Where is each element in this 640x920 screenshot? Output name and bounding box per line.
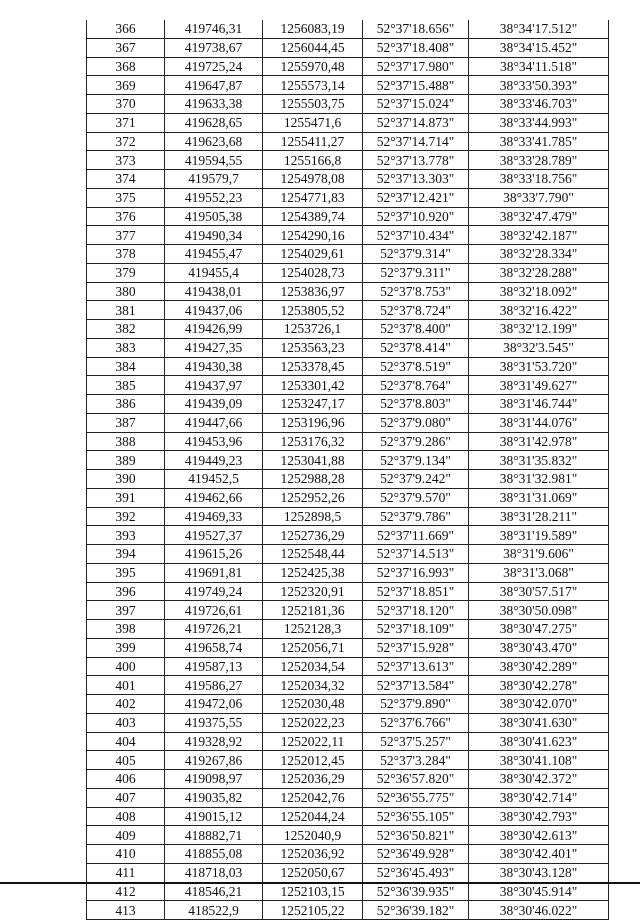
point-number-cell: 376	[87, 207, 165, 226]
latitude-cell: 52°36'49.928"	[363, 845, 469, 864]
latitude-cell: 52°37'15.488"	[363, 76, 469, 95]
y-coordinate-cell: 1252022,11	[263, 732, 363, 751]
point-number-cell: 387	[87, 413, 165, 432]
latitude-cell: 52°36'39.935"	[363, 882, 469, 901]
y-coordinate-cell: 1252044,24	[263, 807, 363, 826]
longitude-cell: 38°31'49.627"	[469, 376, 609, 395]
longitude-cell: 38°33'50.393"	[469, 76, 609, 95]
y-coordinate-cell: 1255166,8	[263, 151, 363, 170]
latitude-cell: 52°37'8.400"	[363, 320, 469, 339]
point-number-cell: 407	[87, 788, 165, 807]
y-coordinate-cell: 1252034,54	[263, 657, 363, 676]
x-coordinate-cell: 419658,74	[165, 638, 263, 657]
table-row	[87, 320, 609, 339]
point-number-cell: 393	[87, 526, 165, 545]
table-row	[87, 526, 609, 545]
latitude-cell: 52°37'18.851"	[363, 582, 469, 601]
point-number-cell: 378	[87, 245, 165, 264]
x-coordinate-cell: 419691,81	[165, 563, 263, 582]
latitude-cell: 52°37'15.024"	[363, 95, 469, 114]
longitude-cell: 38°32'3.545"	[469, 338, 609, 357]
latitude-cell: 52°37'16.993"	[363, 563, 469, 582]
longitude-cell: 38°30'46.022"	[469, 901, 609, 920]
longitude-cell: 38°31'53.720"	[469, 357, 609, 376]
table-row	[87, 76, 609, 95]
longitude-cell: 38°32'18.092"	[469, 282, 609, 301]
point-number-cell: 396	[87, 582, 165, 601]
table-row	[87, 807, 609, 826]
longitude-cell: 38°30'47.275"	[469, 620, 609, 639]
x-coordinate-cell: 419427,35	[165, 338, 263, 357]
table-row	[87, 826, 609, 845]
x-coordinate-cell: 419098,97	[165, 770, 263, 789]
longitude-cell: 38°31'9.606"	[469, 545, 609, 564]
table-row	[87, 788, 609, 807]
point-number-cell: 369	[87, 76, 165, 95]
longitude-cell: 38°34'17.512"	[469, 20, 609, 38]
bottom-rule	[0, 882, 640, 884]
y-coordinate-cell: 1252103,15	[263, 882, 363, 901]
point-number-cell: 400	[87, 657, 165, 676]
x-coordinate-cell: 419375,55	[165, 713, 263, 732]
longitude-cell: 38°33'41.785"	[469, 132, 609, 151]
x-coordinate-cell: 419587,13	[165, 657, 263, 676]
x-coordinate-cell: 419490,34	[165, 226, 263, 245]
longitude-cell: 38°30'45.914"	[469, 882, 609, 901]
point-number-cell: 402	[87, 695, 165, 714]
point-number-cell: 379	[87, 263, 165, 282]
y-coordinate-cell: 1252050,67	[263, 863, 363, 882]
table-row	[87, 395, 609, 414]
longitude-cell: 38°30'42.401"	[469, 845, 609, 864]
latitude-cell: 52°37'8.753"	[363, 282, 469, 301]
x-coordinate-cell: 419726,61	[165, 601, 263, 620]
y-coordinate-cell: 1252736,29	[263, 526, 363, 545]
longitude-cell: 38°34'15.452"	[469, 38, 609, 57]
longitude-cell: 38°33'18.756"	[469, 170, 609, 189]
x-coordinate-cell: 419447,66	[165, 413, 263, 432]
latitude-cell: 52°37'8.803"	[363, 395, 469, 414]
latitude-cell: 52°37'9.134"	[363, 451, 469, 470]
latitude-cell: 52°37'10.434"	[363, 226, 469, 245]
longitude-cell: 38°31'19.589"	[469, 526, 609, 545]
point-number-cell: 389	[87, 451, 165, 470]
longitude-cell: 38°30'42.793"	[469, 807, 609, 826]
table-row	[87, 263, 609, 282]
latitude-cell: 52°36'39.182"	[363, 901, 469, 920]
table-row	[87, 57, 609, 76]
x-coordinate-cell: 419015,12	[165, 807, 263, 826]
longitude-cell: 38°33'7.790"	[469, 188, 609, 207]
longitude-cell: 38°34'11.518"	[469, 57, 609, 76]
y-coordinate-cell: 1252056,71	[263, 638, 363, 657]
table-row	[87, 863, 609, 882]
longitude-cell: 38°31'44.076"	[469, 413, 609, 432]
table-row	[87, 638, 609, 657]
table-row	[87, 751, 609, 770]
table-row	[87, 38, 609, 57]
longitude-cell: 38°31'3.068"	[469, 563, 609, 582]
latitude-cell: 52°37'18.408"	[363, 38, 469, 57]
x-coordinate-cell: 419453,96	[165, 432, 263, 451]
point-number-cell: 408	[87, 807, 165, 826]
y-coordinate-cell: 1252030,48	[263, 695, 363, 714]
table-row	[87, 170, 609, 189]
point-number-cell: 386	[87, 395, 165, 414]
y-coordinate-cell: 1253176,32	[263, 432, 363, 451]
latitude-cell: 52°37'10.920"	[363, 207, 469, 226]
point-number-cell: 372	[87, 132, 165, 151]
x-coordinate-cell: 419738,67	[165, 38, 263, 57]
point-number-cell: 411	[87, 863, 165, 882]
y-coordinate-cell: 1255573,14	[263, 76, 363, 95]
x-coordinate-cell: 419746,31	[165, 20, 263, 38]
longitude-cell: 38°30'43.128"	[469, 863, 609, 882]
point-number-cell: 390	[87, 470, 165, 489]
longitude-cell: 38°30'42.289"	[469, 657, 609, 676]
latitude-cell: 52°37'17.980"	[363, 57, 469, 76]
y-coordinate-cell: 1253563,23	[263, 338, 363, 357]
table-row	[87, 601, 609, 620]
latitude-cell: 52°36'57.820"	[363, 770, 469, 789]
longitude-cell: 38°32'16.422"	[469, 301, 609, 320]
longitude-cell: 38°30'41.623"	[469, 732, 609, 751]
table-row	[87, 620, 609, 639]
y-coordinate-cell: 1253196,96	[263, 413, 363, 432]
table-row	[87, 20, 609, 38]
y-coordinate-cell: 1254290,16	[263, 226, 363, 245]
point-number-cell: 368	[87, 57, 165, 76]
x-coordinate-cell: 419426,99	[165, 320, 263, 339]
y-coordinate-cell: 1252036,92	[263, 845, 363, 864]
y-coordinate-cell: 1252036,29	[263, 770, 363, 789]
latitude-cell: 52°37'9.286"	[363, 432, 469, 451]
table-row	[87, 470, 609, 489]
point-number-cell: 382	[87, 320, 165, 339]
latitude-cell: 52°37'9.080"	[363, 413, 469, 432]
x-coordinate-cell: 419328,92	[165, 732, 263, 751]
table-row	[87, 451, 609, 470]
latitude-cell: 52°37'9.242"	[363, 470, 469, 489]
x-coordinate-cell: 419552,23	[165, 188, 263, 207]
table-row	[87, 245, 609, 264]
x-coordinate-cell: 419469,33	[165, 507, 263, 526]
y-coordinate-cell: 1252425,38	[263, 563, 363, 582]
x-coordinate-cell: 419437,97	[165, 376, 263, 395]
table-row	[87, 507, 609, 526]
table-row	[87, 226, 609, 245]
table-row	[87, 282, 609, 301]
y-coordinate-cell: 1254771,83	[263, 188, 363, 207]
y-coordinate-cell: 1252898,5	[263, 507, 363, 526]
latitude-cell: 52°37'9.786"	[363, 507, 469, 526]
x-coordinate-cell: 418522,9	[165, 901, 263, 920]
latitude-cell: 52°37'8.724"	[363, 301, 469, 320]
y-coordinate-cell: 1252040,9	[263, 826, 363, 845]
table-row	[87, 113, 609, 132]
longitude-cell: 38°30'42.714"	[469, 788, 609, 807]
y-coordinate-cell: 1252548,44	[263, 545, 363, 564]
y-coordinate-cell: 1252181,36	[263, 601, 363, 620]
latitude-cell: 52°37'5.257"	[363, 732, 469, 751]
point-number-cell: 394	[87, 545, 165, 564]
point-number-cell: 383	[87, 338, 165, 357]
point-number-cell: 395	[87, 563, 165, 582]
point-number-cell: 377	[87, 226, 165, 245]
table-row	[87, 845, 609, 864]
point-number-cell: 409	[87, 826, 165, 845]
table-row	[87, 188, 609, 207]
y-coordinate-cell: 1252042,76	[263, 788, 363, 807]
y-coordinate-cell: 1252105,22	[263, 901, 363, 920]
point-number-cell: 399	[87, 638, 165, 657]
latitude-cell: 52°36'45.493"	[363, 863, 469, 882]
latitude-cell: 52°36'50.821"	[363, 826, 469, 845]
x-coordinate-cell: 419749,24	[165, 582, 263, 601]
longitude-cell: 38°31'28.211"	[469, 507, 609, 526]
y-coordinate-cell: 1254978,08	[263, 170, 363, 189]
latitude-cell: 52°37'13.613"	[363, 657, 469, 676]
table-row	[87, 882, 609, 901]
table-row	[87, 732, 609, 751]
latitude-cell: 52°37'8.519"	[363, 357, 469, 376]
y-coordinate-cell: 1255970,48	[263, 57, 363, 76]
longitude-cell: 38°31'42.978"	[469, 432, 609, 451]
x-coordinate-cell: 418546,21	[165, 882, 263, 901]
point-number-cell: 413	[87, 901, 165, 920]
table-row	[87, 301, 609, 320]
latitude-cell: 52°37'3.284"	[363, 751, 469, 770]
x-coordinate-cell: 418718,03	[165, 863, 263, 882]
x-coordinate-cell: 419455,47	[165, 245, 263, 264]
x-coordinate-cell: 419455,4	[165, 263, 263, 282]
x-coordinate-cell: 419439,09	[165, 395, 263, 414]
point-number-cell: 391	[87, 488, 165, 507]
point-number-cell: 404	[87, 732, 165, 751]
table-row	[87, 901, 609, 920]
longitude-cell: 38°31'46.744"	[469, 395, 609, 414]
point-number-cell: 385	[87, 376, 165, 395]
x-coordinate-cell: 419438,01	[165, 282, 263, 301]
y-coordinate-cell: 1254029,61	[263, 245, 363, 264]
latitude-cell: 52°36'55.775"	[363, 788, 469, 807]
point-number-cell: 367	[87, 38, 165, 57]
x-coordinate-cell: 419579,7	[165, 170, 263, 189]
table-row	[87, 357, 609, 376]
y-coordinate-cell: 1256044,45	[263, 38, 363, 57]
coordinates-table-body	[87, 20, 609, 920]
y-coordinate-cell: 1255503,75	[263, 95, 363, 114]
y-coordinate-cell: 1252034,32	[263, 676, 363, 695]
latitude-cell: 52°37'14.714"	[363, 132, 469, 151]
x-coordinate-cell: 419586,27	[165, 676, 263, 695]
table-row	[87, 713, 609, 732]
x-coordinate-cell: 419527,37	[165, 526, 263, 545]
latitude-cell: 52°37'13.303"	[363, 170, 469, 189]
table-row	[87, 207, 609, 226]
longitude-cell: 38°30'41.108"	[469, 751, 609, 770]
y-coordinate-cell: 1256083,19	[263, 20, 363, 38]
longitude-cell: 38°32'42.187"	[469, 226, 609, 245]
point-number-cell: 403	[87, 713, 165, 732]
x-coordinate-cell: 419628,65	[165, 113, 263, 132]
table-row	[87, 151, 609, 170]
y-coordinate-cell: 1252128,3	[263, 620, 363, 639]
table-row	[87, 132, 609, 151]
longitude-cell: 38°32'28.288"	[469, 263, 609, 282]
longitude-cell: 38°33'46.703"	[469, 95, 609, 114]
longitude-cell: 38°32'12.199"	[469, 320, 609, 339]
x-coordinate-cell: 419726,21	[165, 620, 263, 639]
latitude-cell: 52°37'8.764"	[363, 376, 469, 395]
y-coordinate-cell: 1253247,17	[263, 395, 363, 414]
y-coordinate-cell: 1253805,52	[263, 301, 363, 320]
table-row	[87, 338, 609, 357]
longitude-cell: 38°30'42.613"	[469, 826, 609, 845]
point-number-cell: 374	[87, 170, 165, 189]
x-coordinate-cell: 419615,26	[165, 545, 263, 564]
longitude-cell: 38°32'28.334"	[469, 245, 609, 264]
table-row	[87, 770, 609, 789]
latitude-cell: 52°37'13.584"	[363, 676, 469, 695]
longitude-cell: 38°30'43.470"	[469, 638, 609, 657]
longitude-cell: 38°31'31.069"	[469, 488, 609, 507]
y-coordinate-cell: 1254389,74	[263, 207, 363, 226]
table-row	[87, 582, 609, 601]
point-number-cell: 388	[87, 432, 165, 451]
y-coordinate-cell: 1255471,6	[263, 113, 363, 132]
y-coordinate-cell: 1253726,1	[263, 320, 363, 339]
x-coordinate-cell: 419452,5	[165, 470, 263, 489]
x-coordinate-cell: 419437,06	[165, 301, 263, 320]
latitude-cell: 52°37'15.928"	[363, 638, 469, 657]
x-coordinate-cell: 419594,55	[165, 151, 263, 170]
point-number-cell: 373	[87, 151, 165, 170]
table-row	[87, 563, 609, 582]
table-row	[87, 676, 609, 695]
table-row	[87, 488, 609, 507]
y-coordinate-cell: 1252012,45	[263, 751, 363, 770]
point-number-cell: 384	[87, 357, 165, 376]
latitude-cell: 52°37'18.656"	[363, 20, 469, 38]
latitude-cell: 52°37'8.414"	[363, 338, 469, 357]
longitude-cell: 38°30'50.098"	[469, 601, 609, 620]
table-row	[87, 432, 609, 451]
latitude-cell: 52°37'14.873"	[363, 113, 469, 132]
table-row	[87, 376, 609, 395]
longitude-cell: 38°31'32.981"	[469, 470, 609, 489]
y-coordinate-cell: 1255411,27	[263, 132, 363, 151]
y-coordinate-cell: 1252988,28	[263, 470, 363, 489]
y-coordinate-cell: 1253301,42	[263, 376, 363, 395]
x-coordinate-cell: 419472,06	[165, 695, 263, 714]
x-coordinate-cell: 419267,86	[165, 751, 263, 770]
latitude-cell: 52°36'55.105"	[363, 807, 469, 826]
y-coordinate-cell: 1252320,91	[263, 582, 363, 601]
latitude-cell: 52°37'18.120"	[363, 601, 469, 620]
x-coordinate-cell: 419633,38	[165, 95, 263, 114]
latitude-cell: 52°37'9.570"	[363, 488, 469, 507]
x-coordinate-cell: 419449,23	[165, 451, 263, 470]
x-coordinate-cell: 419035,82	[165, 788, 263, 807]
y-coordinate-cell: 1253836,97	[263, 282, 363, 301]
point-number-cell: 397	[87, 601, 165, 620]
longitude-cell: 38°30'42.070"	[469, 695, 609, 714]
longitude-cell: 38°33'44.993"	[469, 113, 609, 132]
latitude-cell: 52°37'18.109"	[363, 620, 469, 639]
point-number-cell: 375	[87, 188, 165, 207]
latitude-cell: 52°37'6.766"	[363, 713, 469, 732]
longitude-cell: 38°30'42.372"	[469, 770, 609, 789]
latitude-cell: 52°37'11.669"	[363, 526, 469, 545]
latitude-cell: 52°37'12.421"	[363, 188, 469, 207]
longitude-cell: 38°30'57.517"	[469, 582, 609, 601]
table-row	[87, 95, 609, 114]
longitude-cell: 38°30'42.278"	[469, 676, 609, 695]
latitude-cell: 52°37'9.314"	[363, 245, 469, 264]
coordinates-table	[86, 20, 609, 920]
y-coordinate-cell: 1252952,26	[263, 488, 363, 507]
point-number-cell: 381	[87, 301, 165, 320]
x-coordinate-cell: 418882,71	[165, 826, 263, 845]
y-coordinate-cell: 1253041,88	[263, 451, 363, 470]
x-coordinate-cell: 419647,87	[165, 76, 263, 95]
point-number-cell: 401	[87, 676, 165, 695]
point-number-cell: 405	[87, 751, 165, 770]
point-number-cell: 370	[87, 95, 165, 114]
x-coordinate-cell: 419430,38	[165, 357, 263, 376]
point-number-cell: 398	[87, 620, 165, 639]
point-number-cell: 392	[87, 507, 165, 526]
longitude-cell: 38°33'28.789"	[469, 151, 609, 170]
x-coordinate-cell: 418855,08	[165, 845, 263, 864]
y-coordinate-cell: 1252022,23	[263, 713, 363, 732]
point-number-cell: 410	[87, 845, 165, 864]
latitude-cell: 52°37'9.311"	[363, 263, 469, 282]
table-row	[87, 413, 609, 432]
latitude-cell: 52°37'14.513"	[363, 545, 469, 564]
x-coordinate-cell: 419725,24	[165, 57, 263, 76]
x-coordinate-cell: 419462,66	[165, 488, 263, 507]
x-coordinate-cell: 419505,38	[165, 207, 263, 226]
point-number-cell: 366	[87, 20, 165, 38]
longitude-cell: 38°31'35.832"	[469, 451, 609, 470]
table-row	[87, 545, 609, 564]
point-number-cell: 371	[87, 113, 165, 132]
latitude-cell: 52°37'9.890"	[363, 695, 469, 714]
x-coordinate-cell: 419623,68	[165, 132, 263, 151]
longitude-cell: 38°30'41.630"	[469, 713, 609, 732]
table-row	[87, 695, 609, 714]
y-coordinate-cell: 1254028,73	[263, 263, 363, 282]
point-number-cell: 380	[87, 282, 165, 301]
point-number-cell: 412	[87, 882, 165, 901]
table-row	[87, 657, 609, 676]
longitude-cell: 38°32'47.479"	[469, 207, 609, 226]
y-coordinate-cell: 1253378,45	[263, 357, 363, 376]
latitude-cell: 52°37'13.778"	[363, 151, 469, 170]
point-number-cell: 406	[87, 770, 165, 789]
